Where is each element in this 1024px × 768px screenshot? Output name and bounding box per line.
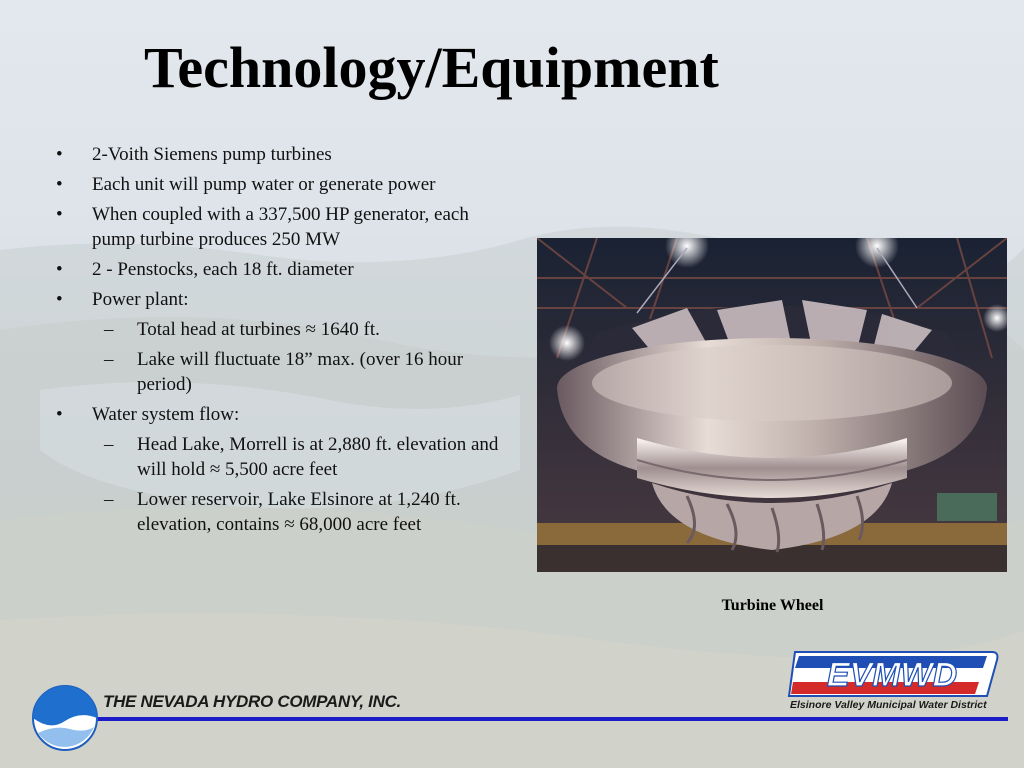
bullet-marker: • <box>56 289 63 310</box>
bullet-marker: • <box>56 259 63 280</box>
bullet-marker: – <box>104 349 114 370</box>
evmwd-logo <box>787 648 1002 700</box>
sub-bullet-item <box>52 347 507 397</box>
slide-title: Technology/Equipment <box>144 35 719 100</box>
bullet-item <box>52 287 507 312</box>
bullet-marker: • <box>56 144 63 165</box>
sub-bullet-item <box>52 432 507 482</box>
bullet-text: Head Lake, Morrell is at 2,880 ft. elevation and will hold ≈ 5,500 acre feet <box>137 434 499 480</box>
bullet-text: When coupled with a 337,500 HP generator, each pump turbine produces 250 MW <box>92 204 469 250</box>
bullet-marker: • <box>56 204 63 225</box>
bullet-text: Water system flow: <box>92 404 240 425</box>
bullet-marker: – <box>104 434 114 455</box>
bullet-text: Power plant: <box>92 289 189 310</box>
sub-bullet-item <box>52 487 507 537</box>
bullet-text: Lake will fluctuate 18” max. (over 16 hour period) <box>137 349 464 395</box>
bullet-text: Total head at turbines ≈ 1640 ft. <box>137 319 380 340</box>
turbine-wheel-photo <box>537 238 1007 572</box>
bullet-item <box>52 172 507 197</box>
evmwd-name: Elsinore Valley Municipal Water District <box>790 699 987 711</box>
bullet-text: 2 - Penstocks, each 18 ft. diameter <box>92 259 354 280</box>
bullet-marker: – <box>104 489 114 510</box>
bullet-item <box>52 202 507 252</box>
bullet-item <box>52 142 507 167</box>
bullet-text: Lower reservoir, Lake Elsinore at 1,240 ft. elevation, contains ≈ 68,000 acre feet <box>137 489 461 535</box>
image-caption: Turbine Wheel <box>721 597 824 614</box>
svg-text:EVMWD: EVMWD <box>826 656 958 694</box>
bullet-item <box>52 257 507 282</box>
bullet-marker: • <box>56 174 63 195</box>
bullet-item <box>52 402 507 427</box>
bullet-list <box>52 142 507 542</box>
bullet-text: 2-Voith Siemens pump turbines <box>92 144 332 165</box>
sub-bullet-item <box>52 317 507 342</box>
bullet-text: Each unit will pump water or generate power <box>92 174 436 195</box>
footer-divider <box>96 717 1008 721</box>
bullet-marker: – <box>104 319 114 340</box>
nevada-hydro-logo <box>30 683 100 753</box>
bullet-marker: • <box>56 404 63 425</box>
company-name: THE NEVADA HYDRO COMPANY, INC. <box>103 692 401 711</box>
